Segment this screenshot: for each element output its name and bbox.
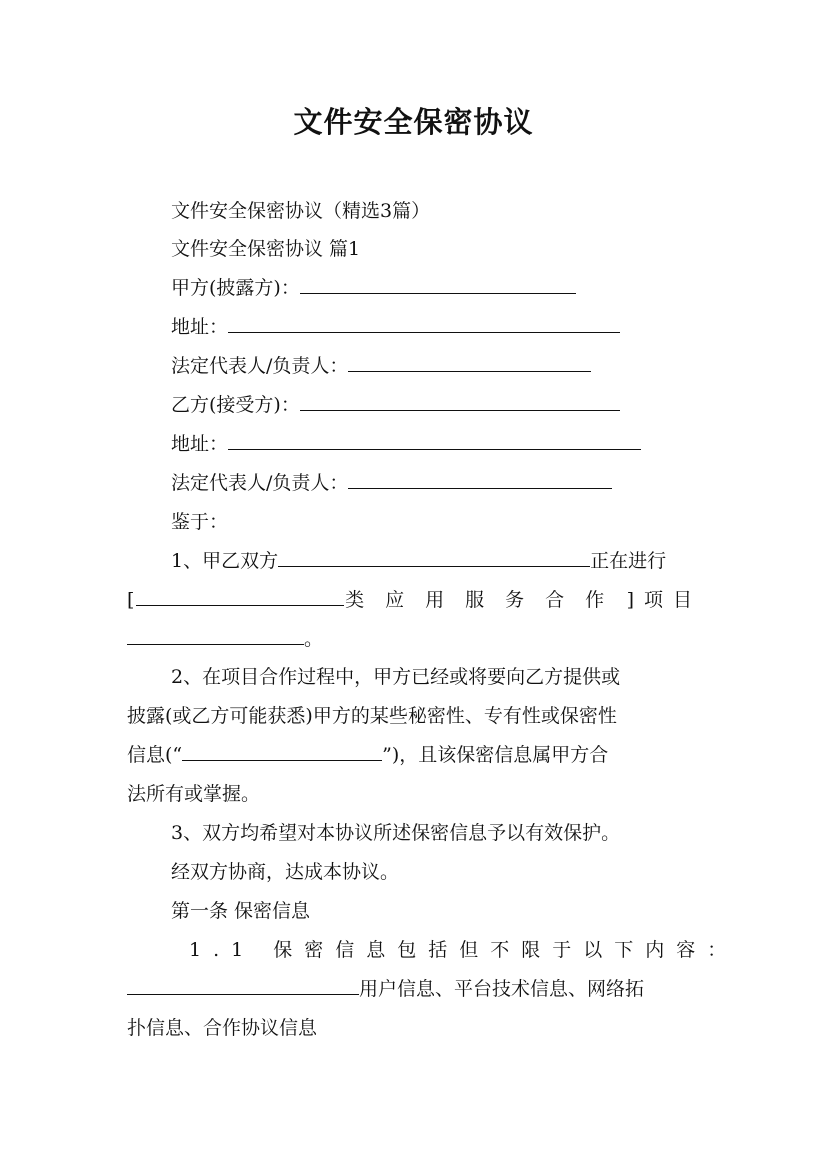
party-a-address-blank [228,315,620,333]
article-1-heading: 第一条 保密信息 [171,900,311,922]
chapter-heading: 文件安全保密协议 篇1 [171,238,361,260]
address-label: 地址： [171,433,229,455]
clause-1-mid: 类应用服务合作 [345,589,626,611]
party-a-rep-line [171,354,591,378]
party-a-label: 甲方(披露方)： [171,277,300,299]
party-b-label: 乙方(接受方)： [171,394,300,416]
address-label: 地址： [171,316,229,338]
clause-2-line-4: 法所有或掌握。 [127,783,261,805]
party-b-rep-blank [348,471,612,489]
party-b-line [171,393,620,417]
service-type-blank [136,588,344,606]
agreement-statement: 经双方协商，达成本协议。 [171,861,400,883]
party-a-line [171,276,576,300]
clause-2-quote-open: 信息(“ [127,744,183,766]
whereas-label: 鉴于： [171,511,229,533]
rep-label: 法定代表人/负责人： [171,355,349,377]
project-name-blank [127,627,304,645]
clause-2-line-1: 2、在项目合作过程中，甲方已经或将要向乙方提供或 [171,666,621,688]
bracket-close: ]项目 [626,589,702,611]
confidential-scope-blank [127,977,359,995]
party-a-blank [300,276,576,294]
article-1-1-items: 用户信息、平台技术信息、网络拓 [359,978,645,1000]
clause-2-line-2: 披露(或乙方可能获悉)甲方的某些秘密性、专有性或保密性 [127,705,617,727]
party-a-address-line [171,315,620,339]
party-b-address-blank [228,432,641,450]
article-1-1-line-1: 1.1 保密信息包括但不限于以下内容： [189,939,739,961]
confidential-info-blank [182,743,382,761]
clause-1-blank [278,549,590,567]
clause-1-start: 1、甲乙双方 [171,550,279,572]
clause-1-line-3 [127,627,323,651]
party-b-rep-line [171,471,612,495]
article-1-1-line-3: 扑信息、合作协议信息 [127,1017,318,1039]
clause-1-end: 正在进行 [590,550,667,572]
clause-1-line-1 [171,549,666,573]
clause-3: 3、双方均希望对本协议所述保密信息予以有效保护。 [171,822,621,844]
clause-2-quote-close: ”)，且该保密信息属甲方合 [382,744,609,766]
subtitle: 文件安全保密协议（精选3篇） [171,200,431,222]
party-a-rep-blank [348,354,591,372]
party-b-blank [300,393,620,411]
rep-label: 法定代表人/负责人： [171,472,349,494]
clause-1-period: 。 [304,628,324,650]
bracket-open: [ [127,589,135,611]
article-1-1-line-2 [127,977,644,1001]
document-title: 文件安全保密协议 [293,105,534,139]
clause-1-line-2 [127,588,702,612]
clause-2-line-3 [127,743,608,767]
party-b-address-line [171,432,641,456]
